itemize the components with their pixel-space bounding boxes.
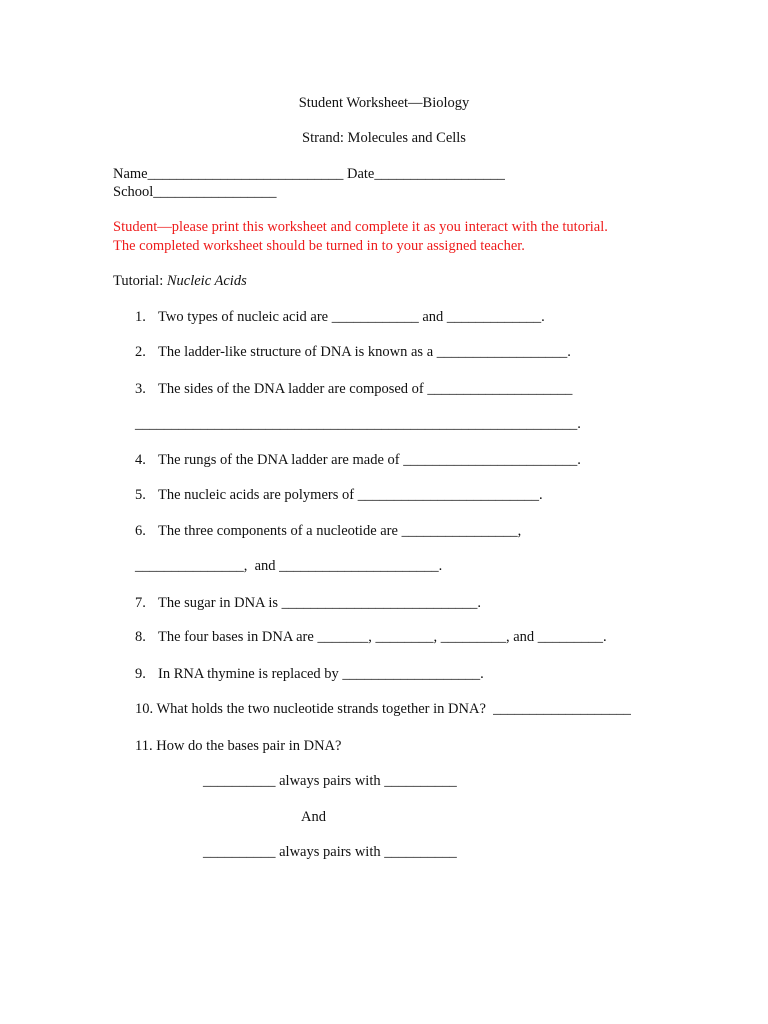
tutorial-prefix: Tutorial: bbox=[113, 273, 167, 289]
question-7 bbox=[135, 594, 481, 612]
base-pair-line-1: __________ always pairs with __________ bbox=[203, 773, 457, 789]
instruction-line-2: The completed worksheet should be turned in to your assigned teacher. bbox=[113, 238, 525, 254]
question-text: The nucleic acids are polymers of _________________________. bbox=[158, 487, 543, 503]
question-number: 3. bbox=[135, 381, 146, 397]
question-text: The sides of the DNA ladder are composed of ____________________ bbox=[158, 381, 573, 397]
question-9 bbox=[135, 665, 484, 683]
question-8 bbox=[135, 628, 607, 646]
question-text: In RNA thymine is replaced by ___________________. bbox=[158, 666, 484, 682]
question-number: 2. bbox=[135, 344, 146, 360]
question-text: What holds the two nucleotide strands together in DNA? ___________________ bbox=[156, 701, 631, 717]
question-number: 11. bbox=[135, 738, 153, 754]
question-number: 7. bbox=[135, 595, 146, 611]
tutorial-name: Nucleic Acids bbox=[166, 273, 247, 289]
question-text: The three components of a nucleotide are ________________, bbox=[158, 523, 522, 539]
question-11 bbox=[135, 737, 341, 755]
question-text: The four bases in DNA are _______, ________, _________, and _________. bbox=[158, 629, 607, 645]
question-number: 9. bbox=[135, 666, 146, 682]
question-3 bbox=[135, 380, 572, 398]
question-3-continuation: _____________________________________________________________. bbox=[135, 416, 581, 432]
question-6-continuation: _______________, and ______________________. bbox=[135, 558, 443, 574]
question-4 bbox=[135, 451, 581, 469]
question-5 bbox=[135, 486, 543, 504]
worksheet-title: Student Worksheet—Biology bbox=[298, 95, 470, 111]
question-number: 5. bbox=[135, 487, 146, 503]
question-number: 4. bbox=[135, 452, 146, 468]
base-pair-and: And bbox=[301, 809, 326, 825]
question-number: 10. bbox=[135, 701, 154, 717]
instruction-line-1: Student—please print this worksheet and complete it as you interact with the tutorial. bbox=[113, 219, 608, 235]
question-number: 8. bbox=[135, 629, 146, 645]
tutorial-label bbox=[113, 272, 247, 290]
question-text: Two types of nucleic acid are ____________ and _____________. bbox=[158, 309, 545, 325]
question-text: The rungs of the DNA ladder are made of ________________________. bbox=[158, 452, 581, 468]
base-pair-line-2: __________ always pairs with __________ bbox=[203, 844, 457, 860]
question-10 bbox=[135, 700, 631, 718]
question-6 bbox=[135, 522, 521, 540]
question-2 bbox=[135, 343, 571, 361]
strand-subtitle: Strand: Molecules and Cells bbox=[302, 130, 466, 146]
question-text: The ladder-like structure of DNA is known as a __________________. bbox=[158, 344, 571, 360]
question-text: The sugar in DNA is ___________________________. bbox=[158, 595, 482, 611]
school-field: School_________________ bbox=[113, 184, 277, 200]
question-number: 6. bbox=[135, 523, 146, 539]
question-text: How do the bases pair in DNA? bbox=[156, 738, 342, 754]
question-number: 1. bbox=[135, 309, 146, 325]
question-1 bbox=[135, 308, 545, 326]
name-date-field: Name___________________________ Date__________________ bbox=[113, 166, 505, 182]
